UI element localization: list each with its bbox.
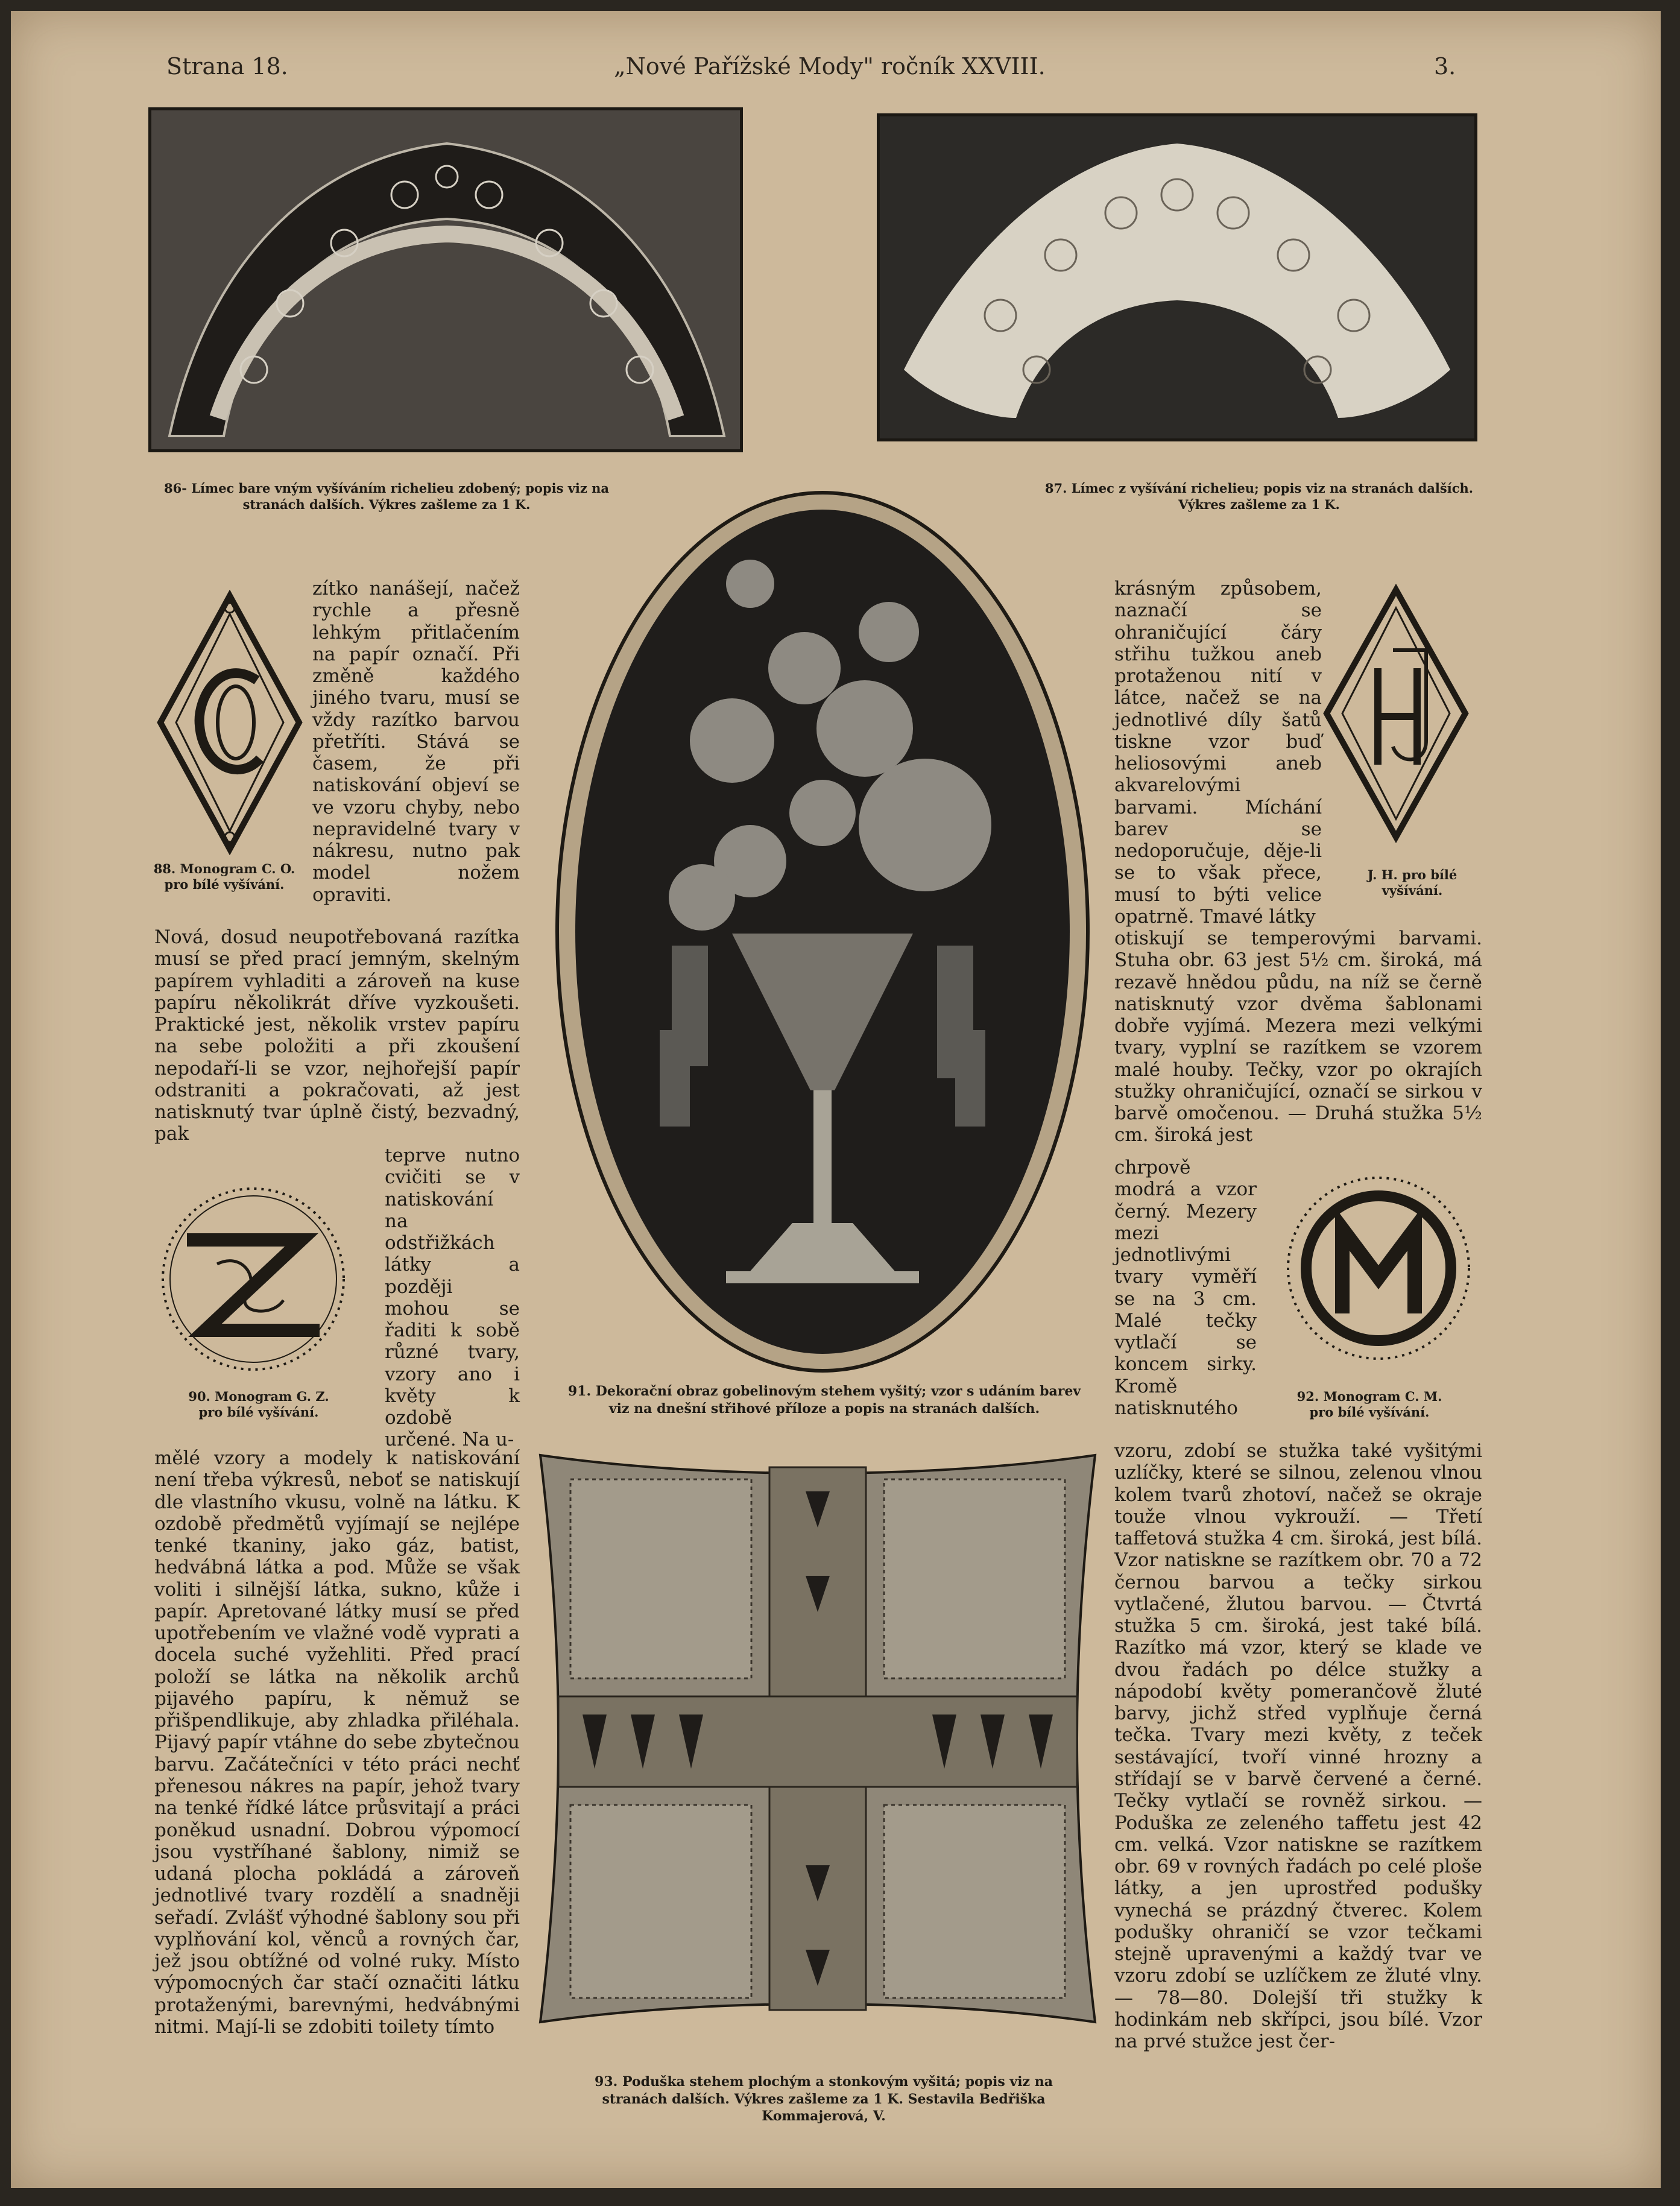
paragraph: vzoru, zdobí se stužka také vyšitými uzlíčky, které se silnou, zelenou vlnou kolem tvarů zhotoví, načež se okraje touže vlnou vykrouží. — Třetí taffetová stužka 4 cm. široká, jest bílá. Vzor natiskne se razítkem obr. 70 a 72 černou barvou a tečky sirkou vytlačené, žlutou barvou. — Čtvrtá stužka 5 cm. široká, jest také bílá. Razítko má vzor, který se klade ve dvou řadách po délce stužky a nápodobí květy pomerančově žluté barvy, jichž střed vyplňuje černá tečka. Tvary mezi květy, z teček sestávající, tvoří vinné hrozny a střídají se v barvě červené a černé. Tečky vytlačí se rovněž sirkou. — Poduška ze zeleného taffetu jest 42 cm. velká. Vzor natiskne se razítkem obr. 69 v rovných řadách po celé ploše látky, a jen uprostřed podušky vynechá se prázdný čtverec. Kolem podušky ohraničí se vzor tečkami stejně upravenými a každý tvar ve vzoru zdobí se uzlíčkem ze žluté vlny. — 78—80. Dolejší tři stužky k hodinkám neb skřípci, jsou bílé. Vzor na prvé stužce jest čer- [1114,1440,1482,2053]
gobelin-oval-91 [551,487,1094,1377]
page-number: Strana 18. [166,53,288,80]
column-right-c [1114,1157,1257,1419]
monogram-89 [1321,584,1471,843]
caption-91: 91. Dekorační obraz gobelinovým stehem vyšitý; vzor s udáním barev viz na dnešní střihové příloze a popis na stranách dalších. [567,1383,1081,1417]
caption-87: 87. Límec z vyšívání richelieu; popis viz na stranách dalších. Výkres zašleme za 1 K. [1044,481,1474,513]
monogram-88 [154,590,305,855]
column-right-a [1114,578,1322,928]
paragraph: zítko nanášejí, načež rychle a přesně lehkým přitlačením na papír označí. Při změně každého jiného tvaru, musí se vždy razítko barvou přetříti. Stává se časem, že při natiskování objeví se ve vzoru chyby, nebo nepravidelné tvary v nákresu, nutno pak model nožem opraviti. [312,578,520,906]
monogram-90-drawing [151,1186,356,1373]
monogram-90 [151,1186,356,1373]
caption-93: 93. Poduška stehem plochým a stonkovým vyšitá; popis viz na stranách dalších. Výkres zašleme za 1 K. Sestavila Bedřiška Kommajerová, V. [595,2074,1053,2125]
monogram-92 [1276,1175,1481,1362]
magazine-page [11,11,1661,2188]
column-right-b [1114,928,1482,1146]
paragraph: otiskují se temperovými barvami. Stuha obr. 63 jest 5½ cm. široká, má rezavě hnědou půdu, na níž se černě natisknutý vzor dvěma šablonami dobře vyjímá. Mezera mezi velkými tvary, vyplní se razítkem se vzorem malé houby. Tečky, vzor po okrajích stužky ohraničující, označí se sirkou v barvě omočenou. — Druhá stužka 5½ cm. široká jest [1114,928,1482,1146]
caption-86: 86- Límec bare vným vyšíváním richelieu zdobený; popis viz na stranách dalších. Výkres zašleme za 1 K. [163,481,609,513]
column-left-a [312,578,520,906]
caption-90: 90. Monogram G. Z. pro bílé vyšívání. [188,1389,329,1420]
paragraph: mělé vzory a modely k natiskování není třeba výkresů, neboť se natiskují dle vlastního vkusu, volně na látku. K ozdobě předmětů vyjímají se nejlépe tenké tkaniny, jako gáz, batist, hedvábná látka a pod. Může se však voliti i silnější látka, sukno, kůže i papír. Apretované látky musí se před upotřebením ve vlažné vodě vyprati a docela suché vyžehliti. Před prací položí se látka na několik archů pijavého papíru, k němuž se přišpendlikuje, aby zhladka přiléhala. Pijavý papír vtáhne do sebe zbytečnou barvu. Začátečníci v této práci nechť přenesou nákres na papír, jehož tvary na tenké řídké látce průsvitají a práci poněkud usnadní. Dobrou výpomocí jsou vystříhané šablony, nimiž se udaná plocha pokládá a zároveň jednotlivé tvary rozdělí a snadněji seřadí. Zvlášť výhodné šablony sou při vyplňování kol, věnců a rovných čar, jež jsou obtížné od volné ruky. Místo výpomocných čar stačí označiti látku protaženými, barevnými, hedvábnými nitmi. Mají-li se zdobiti toilety tímto [154,1447,520,2038]
paragraph: krásným způsobem, naznačí se ohraničující čáry střihu tužkou aneb protaženou nití v látce, načež se na jednotlivé díly šatů tiskne vzor buď heliosovými aneb akvarelovými barvami. Míchání barev se nedoporučuje, děje-li se to však přece, musí to býti velice opatrně. Tmavé látky [1114,578,1322,928]
collar-photo-86 [148,107,743,452]
paragraph: chrpově modrá a vzor černý. Mezery mezi jednotlivými tvary vyměří se na 3 cm. Malé tečky vytlačí se koncem sirky. Kromě natisknutého [1114,1157,1257,1419]
gobelin-91-drawing [551,487,1094,1377]
collar-photo-87 [877,113,1477,441]
magazine-title: „Nové Pařížské Mody" ročník XXVIII. [614,53,1046,80]
paragraph: teprve nutno cvičiti se v natiskování na odstřižkách látky a později mohou se řaditi k sobě různé tvary, vzory ano i květy k ozdobě určené. Na u- [385,1145,520,1451]
caption-88: 88. Monogram C. O. pro bílé vyšívání. [153,861,295,893]
caption-89: J. H. pro bílé vyšívání. [1367,867,1457,899]
issue-number: 3. [1434,53,1456,80]
column-left-c [385,1145,520,1451]
cushion-93 [528,1443,1107,2034]
cushion-93-drawing [528,1443,1107,2034]
column-right-d [1114,1440,1482,2052]
column-left-d [154,1447,520,2038]
monogram-92-drawing [1276,1175,1481,1362]
caption-92: 92. Monogram C. M. pro bílé vyšívání. [1296,1389,1442,1420]
collar-87-illustration [880,116,1474,438]
paragraph: Nová, dosud neupotřebovaná razítka musí se před prací jemným, skelným papírem vyhladiti a zároveň na kuse papíru několikrát dříve vyzkoušeti. Praktické jest, několik vrstev papíru na sebe položiti a při zkoušení nepodaří-li se vzor, nejhořejší papír odstraniti a pokračovati, až jest natisknutý tvar úplně čistý, bezvadný, pak [154,926,520,1145]
monogram-89-drawing [1321,584,1471,843]
monogram-88-drawing [154,590,305,855]
column-left-b [154,926,520,1145]
collar-86-illustration [151,110,740,449]
